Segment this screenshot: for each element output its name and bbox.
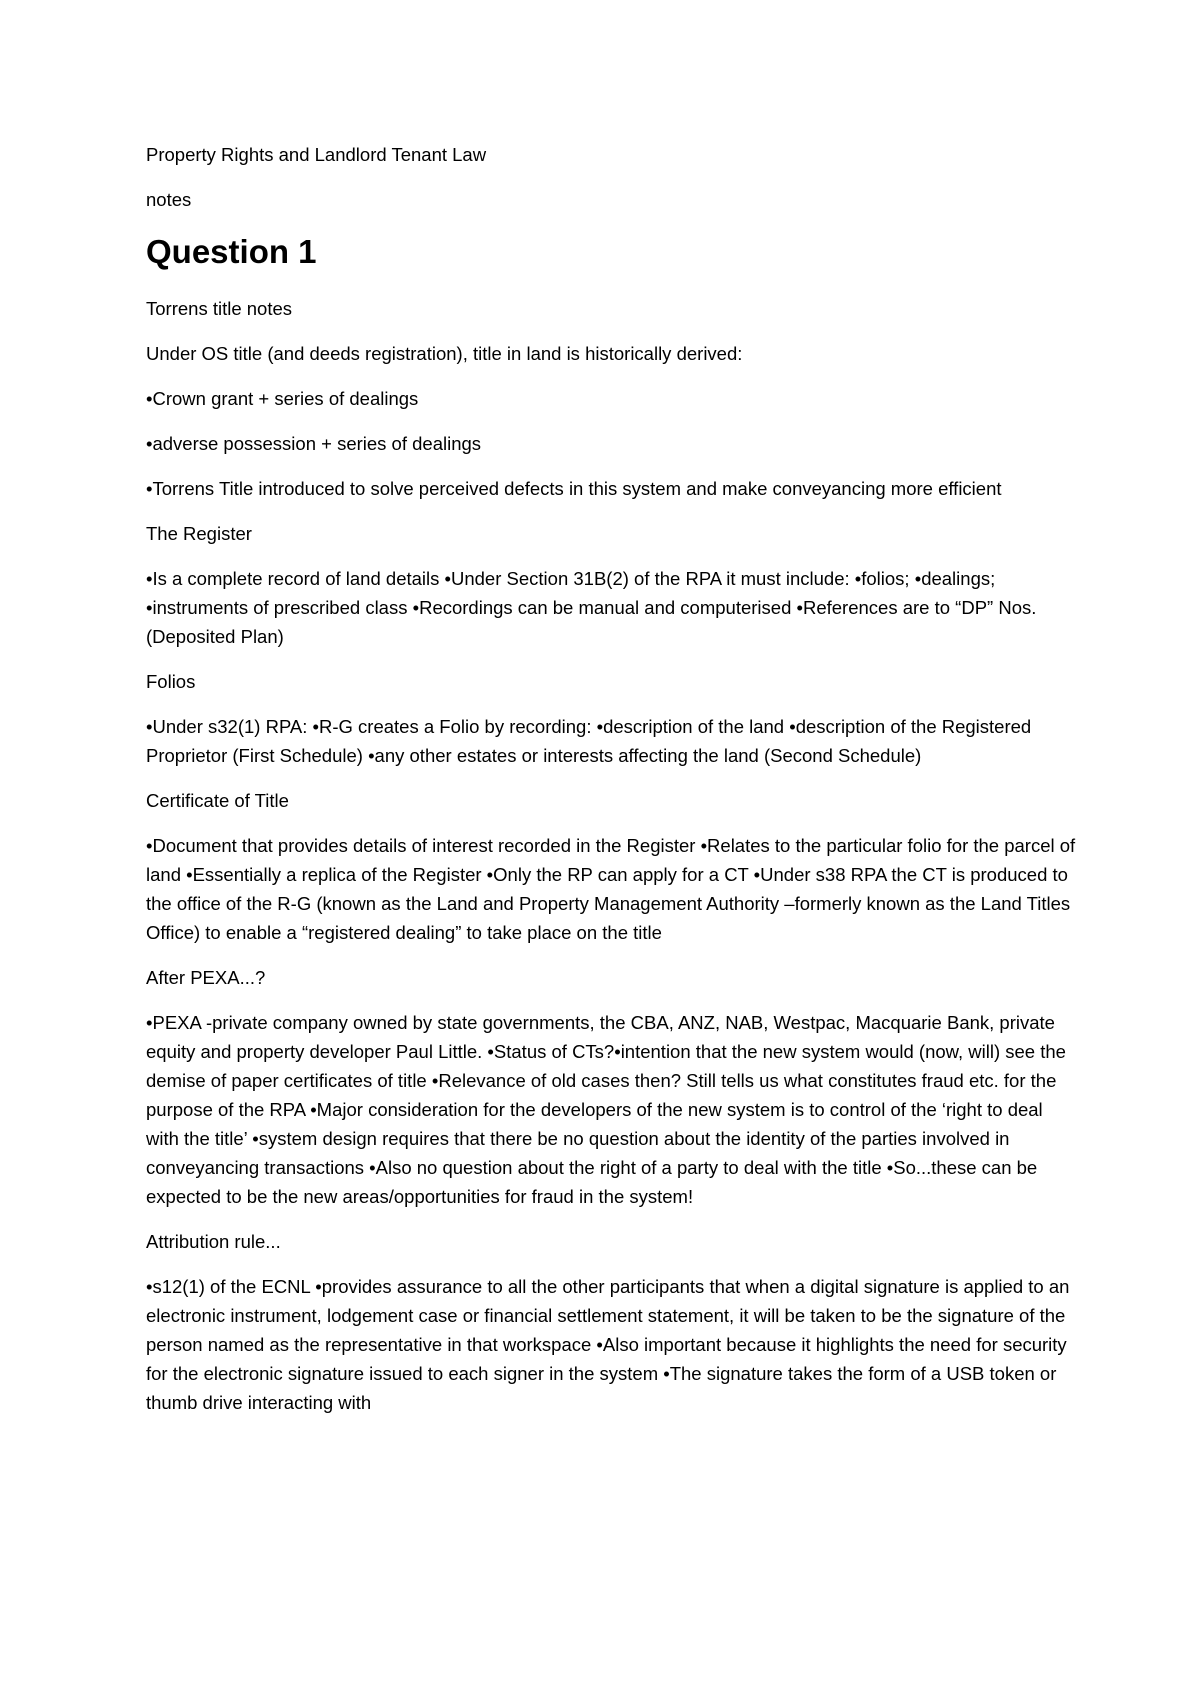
document-title: Property Rights and Landlord Tenant Law [146, 144, 487, 165]
section-heading-pexa: After PEXA...? [146, 967, 266, 988]
paragraph-crown-grant: •Crown grant + series of dealings [146, 388, 419, 409]
paragraph-register: •Is a complete record of land details •Under Section 31B(2) of the RPA it must include: •folios; •dealings; •instruments of prescribed class •Recordings can be manual and computerised •References are to “DP” Nos. (Deposited Plan) [146, 568, 1037, 647]
paragraph-torrens-introduced: •Torrens Title introduced to solve perceived defects in this system and make conveyancing more efficient [146, 478, 1002, 499]
section-heading-register: The Register [146, 523, 252, 544]
paragraph-pexa: •PEXA -private company owned by state governments, the CBA, ANZ, NAB, Westpac, Macquarie Bank, private equity and property developer Paul Little. •Status of CTs?•intention that the new system would (now, will) see the demise of paper certificates of title •Relevance of old cases then? Still tells us what constitutes fraud etc. for the purpose of the RPA •Major consideration for the developers of the new system is to control of the ‘right to deal with the title’ •system design requires that there be no question about the identity of the parties involved in conveyancing transactions •Also no question about the right of a party to deal with the title •So...these can be expected to be the new areas/opportunities for fraud in the system! [146, 1012, 1066, 1207]
question-heading: Question 1 [146, 233, 317, 270]
document-page [146, 140, 1076, 1433]
paragraph-certificate: •Document that provides details of interest recorded in the Register •Relates to the particular folio for the parcel of land •Essentially a replica of the Register •Only the RP can apply for a CT •Under s38 RPA the CT is produced to the office of the R-G (known as the Land and Property Management Authority –formerly known as the Land Titles Office) to enable a “registered dealing” to take place on the title [146, 835, 1076, 943]
paragraph-attribution: •s12(1) of the ECNL •provides assurance to all the other participants that when a digital signature is applied to an electronic instrument, lodgement case or financial settlement statement, it will be taken to be the signature of the person named as the representative in that workspace •Also important because it highlights the need for security for the electronic signature issued to each signer in the system •The signature takes the form of a USB token or thumb drive interacting with [146, 1276, 1070, 1413]
section-heading-attribution: Attribution rule... [146, 1231, 281, 1252]
paragraph-folios: •Under s32(1) RPA: •R-G creates a Folio by recording: •description of the land •description of the Registered Proprietor (First Schedule) •any other estates or interests affecting the land (Second Schedule) [146, 716, 1032, 766]
paragraph-adverse-possession: •adverse possession + series of dealings [146, 433, 482, 454]
document-subtitle: notes [146, 189, 192, 210]
paragraph-torrens-title-notes: Torrens title notes [146, 298, 293, 319]
section-heading-folios: Folios [146, 671, 196, 692]
section-heading-certificate: Certificate of Title [146, 790, 289, 811]
paragraph-os-title: Under OS title (and deeds registration), title in land is historically derived: [146, 343, 743, 364]
